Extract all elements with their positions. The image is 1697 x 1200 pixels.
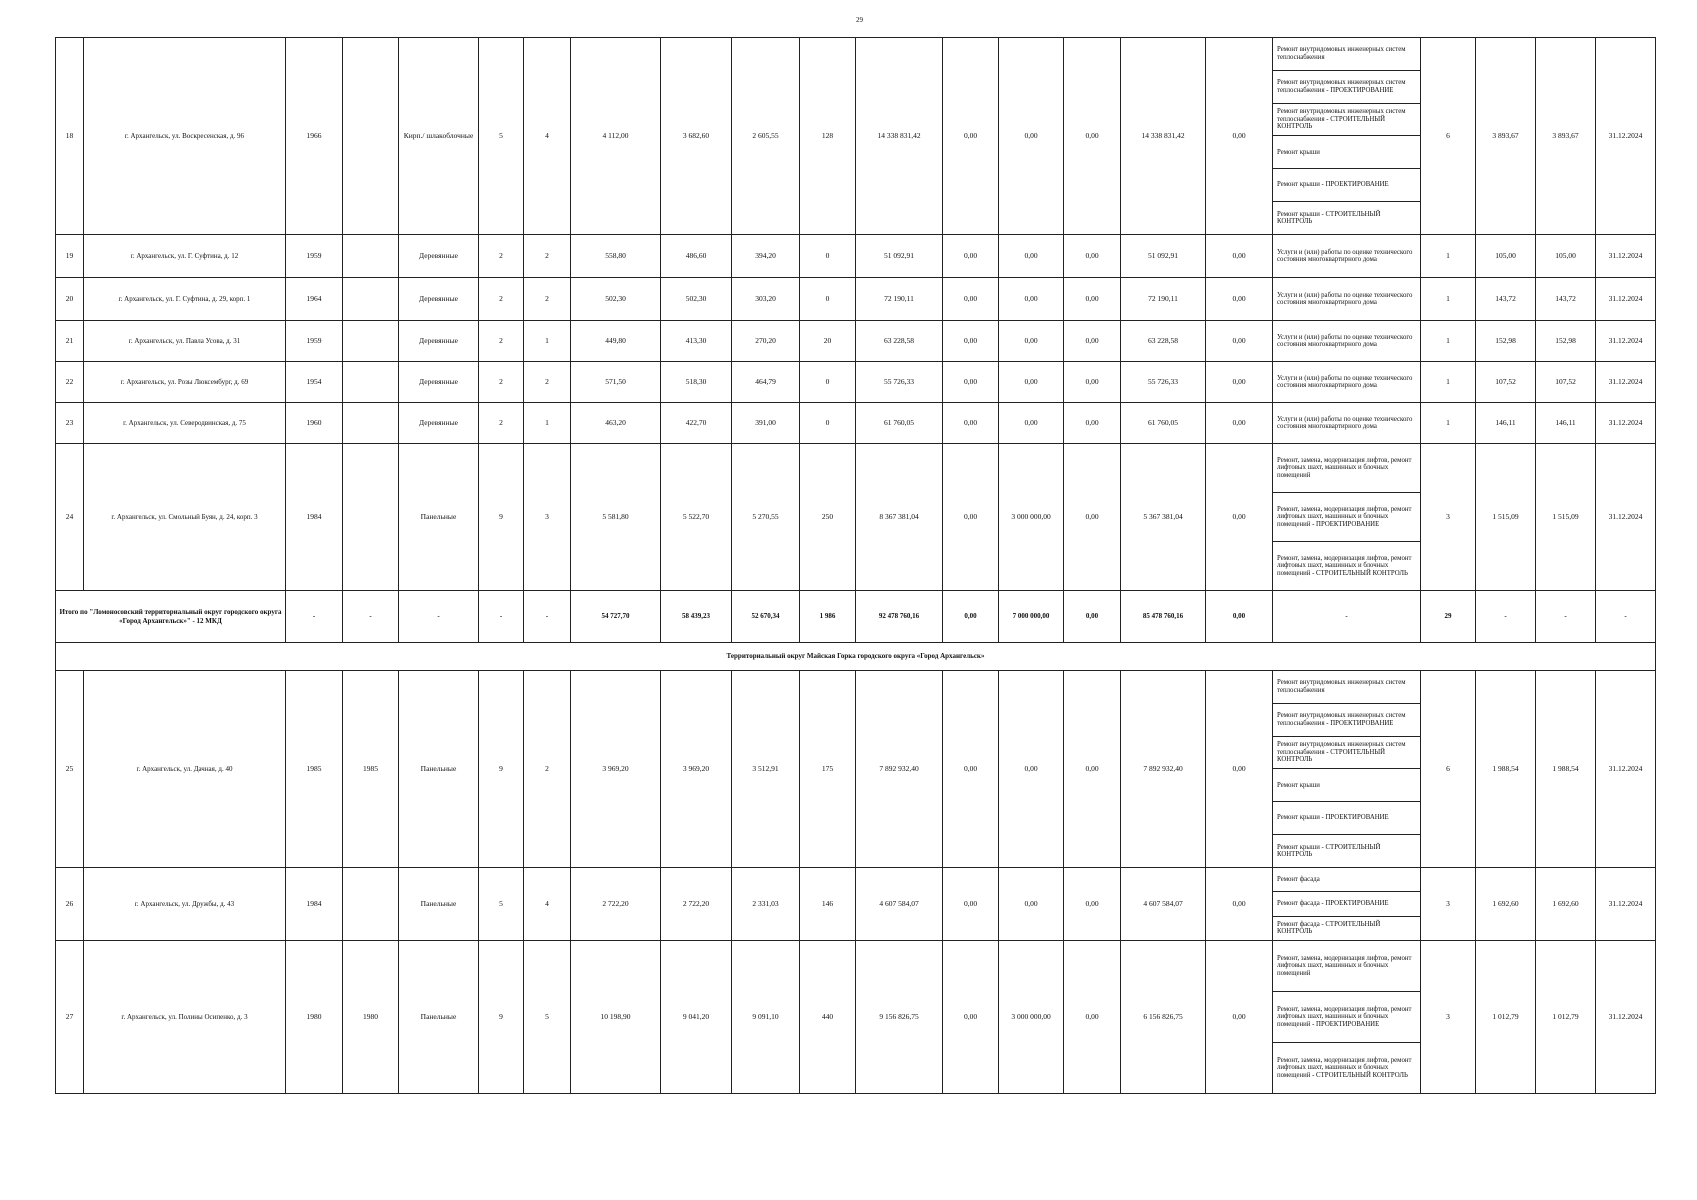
- work-item: Ремонт, замена, модернизация лифтов, ремонт лифтовых шахт, машинных и блочных помещений: [1273, 444, 1420, 493]
- fund-regional: 0,00: [999, 403, 1064, 444]
- work-item: Ремонт крыши - ПРОЕКТИРОВАНИЕ: [1273, 169, 1420, 202]
- total-dash: -: [343, 591, 399, 643]
- repair-cost: 51 092,91: [856, 235, 943, 278]
- work-item: Ремонт крыши - ПРОЕКТИРОВАНИЕ: [1273, 802, 1420, 835]
- works-count: 3: [1421, 444, 1476, 591]
- address: г. Архангельск, ул. Павла Усова, д. 31: [84, 321, 286, 362]
- total-dash: -: [1596, 591, 1656, 643]
- address: г. Архангельск, ул. Г. Суфтина, д. 12: [84, 235, 286, 278]
- table-row: [56, 235, 1656, 278]
- address: г. Архангельск, ул. Северодвинская, д. 75: [84, 403, 286, 444]
- residential-area: 394,20: [732, 235, 800, 278]
- table-row: [56, 444, 1656, 591]
- fund-federal: 0,00: [943, 38, 999, 235]
- wall-material: Кирп./ шлакоблочные: [399, 38, 479, 235]
- fund-owners: 7 892 932,40: [1121, 671, 1206, 868]
- total-area: 571,50: [571, 362, 661, 403]
- entrances-count: 2: [524, 235, 571, 278]
- deadline-date: 31.12.2024: [1596, 38, 1656, 235]
- residents-count: 0: [800, 235, 856, 278]
- repair-cost: 55 726,33: [856, 362, 943, 403]
- deadline-date: 31.12.2024: [1596, 444, 1656, 591]
- works-count: 3: [1421, 868, 1476, 941]
- works-count: 6: [1421, 38, 1476, 235]
- residents-count: 146: [800, 868, 856, 941]
- work-item: Ремонт фасада: [1273, 868, 1420, 892]
- deadline-date: 31.12.2024: [1596, 362, 1656, 403]
- fund-owners: 51 092,91: [1121, 235, 1206, 278]
- table-row: [56, 278, 1656, 321]
- fund-owners: 63 228,58: [1121, 321, 1206, 362]
- max-unit-cost: 1 692,60: [1536, 868, 1596, 941]
- residential-area: 391,00: [732, 403, 800, 444]
- work-item: Ремонт, замена, модернизация лифтов, ремонт лифтовых шахт, машинных и блочных помещений - ПРОЕКТИРОВАНИЕ: [1273, 992, 1420, 1043]
- total-area: 502,30: [571, 278, 661, 321]
- unit-cost: 1 515,09: [1476, 444, 1536, 591]
- capital-repair-table: [55, 37, 1656, 1094]
- reconstruction-year: 1980: [343, 941, 399, 1094]
- build-year: 1980: [286, 941, 343, 1094]
- reconstruction-year: [343, 403, 399, 444]
- fund-municipal: 0,00: [1064, 362, 1121, 403]
- residents-count: 175: [800, 671, 856, 868]
- works-count: 6: [1421, 671, 1476, 868]
- fund-owners: 72 190,11: [1121, 278, 1206, 321]
- wall-material: Деревянные: [399, 235, 479, 278]
- max-unit-cost: 1 515,09: [1536, 444, 1596, 591]
- address: г. Архангельск, ул. Г. Суфтина, д. 29, корп. 1: [84, 278, 286, 321]
- fund-regional: 0,00: [999, 868, 1064, 941]
- max-unit-cost: 1 988,54: [1536, 671, 1596, 868]
- table-row: [56, 941, 1656, 1094]
- fund-municipal: 0,00: [1064, 235, 1121, 278]
- work-item: Ремонт, замена, модернизация лифтов, ремонт лифтовых шахт, машинных и блочных помещений - СТРОИТЕЛЬНЫЙ КОНТРОЛЬ: [1277, 1056, 1412, 1079]
- total-area: 5 581,80: [571, 444, 661, 591]
- total-dash: -: [1536, 591, 1596, 643]
- fund-federal: 0,00: [943, 321, 999, 362]
- repair-cost: 63 228,58: [856, 321, 943, 362]
- row-number: 21: [56, 321, 84, 362]
- total-fund-2: 7 000 000,00: [999, 591, 1064, 643]
- fund-other: 0,00: [1206, 868, 1273, 941]
- fund-owners: 14 338 831,42: [1121, 38, 1206, 235]
- fund-other: 0,00: [1206, 403, 1273, 444]
- total-area-residential: 52 670,34: [732, 591, 800, 643]
- entrances-count: 2: [524, 362, 571, 403]
- fund-owners: 4 607 584,07: [1121, 868, 1206, 941]
- floors-count: 2: [479, 278, 524, 321]
- works-list: [1273, 278, 1421, 321]
- residents-count: 20: [800, 321, 856, 362]
- total-fund-3: 0,00: [1064, 591, 1121, 643]
- work-item: Ремонт внутридомовых инженерных систем теплоснабжения - СТРОИТЕЛЬНЫЙ КОНТРОЛЬ: [1273, 104, 1420, 137]
- row-number: 25: [56, 671, 84, 868]
- works-count: 1: [1421, 321, 1476, 362]
- floors-count: 2: [479, 235, 524, 278]
- works-list-items: [1273, 671, 1420, 867]
- floors-count: 2: [479, 321, 524, 362]
- works-list: [1273, 403, 1421, 444]
- deadline-date: 31.12.2024: [1596, 278, 1656, 321]
- work-item: Ремонт внутридомовых инженерных систем теплоснабжения - ПРОЕКТИРОВАНИЕ: [1273, 704, 1420, 737]
- reconstruction-year: [343, 362, 399, 403]
- work-item: Ремонт, замена, модернизация лифтов, ремонт лифтовых шахт, машинных и блочных помещений - СТРОИТЕЛЬНЫЙ КОНТРОЛЬ: [1277, 554, 1412, 577]
- unit-cost: 3 893,67: [1476, 38, 1536, 235]
- floors-count: 5: [479, 38, 524, 235]
- total-area: 463,20: [571, 403, 661, 444]
- work-item: Услуги и (или) работы по оценке технического состояния многоквартирного дома: [1277, 415, 1413, 430]
- fund-municipal: 0,00: [1064, 671, 1121, 868]
- unit-cost: 107,52: [1476, 362, 1536, 403]
- total-dash: -: [1476, 591, 1536, 643]
- total-dash: -: [1273, 591, 1421, 643]
- total-area: 10 198,90: [571, 941, 661, 1094]
- work-item: Услуги и (или) работы по оценке технического состояния многоквартирного дома: [1277, 291, 1413, 306]
- work-item: Услуги и (или) работы по оценке технического состояния многоквартирного дома: [1277, 333, 1413, 348]
- floors-count: 9: [479, 941, 524, 1094]
- works-count: 1: [1421, 235, 1476, 278]
- living-area: 518,30: [661, 362, 732, 403]
- reconstruction-year: [343, 278, 399, 321]
- unit-cost: 152,98: [1476, 321, 1536, 362]
- wall-material: Деревянные: [399, 321, 479, 362]
- residential-area: 2 331,03: [732, 868, 800, 941]
- table-row: [56, 403, 1656, 444]
- works-count: 1: [1421, 403, 1476, 444]
- row-number: 24: [56, 444, 84, 591]
- work-item: Ремонт крыши - СТРОИТЕЛЬНЫЙ КОНТРОЛЬ: [1277, 210, 1381, 226]
- max-unit-cost: 3 893,67: [1536, 38, 1596, 235]
- residents-count: 128: [800, 38, 856, 235]
- works-list-items: [1273, 941, 1420, 1093]
- work-item: Ремонт внутридомовых инженерных систем теплоснабжения - ПРОЕКТИРОВАНИЕ: [1273, 71, 1420, 104]
- fund-other: 0,00: [1206, 362, 1273, 403]
- wall-material: Панельные: [399, 868, 479, 941]
- residential-area: 3 512,91: [732, 671, 800, 868]
- entrances-count: 4: [524, 38, 571, 235]
- fund-other: 0,00: [1206, 38, 1273, 235]
- fund-federal: 0,00: [943, 671, 999, 868]
- table-row: [56, 671, 1656, 868]
- wall-material: Панельные: [399, 444, 479, 591]
- fund-regional: 0,00: [999, 38, 1064, 235]
- works-list: [1273, 941, 1421, 1094]
- fund-owners: 61 760,05: [1121, 403, 1206, 444]
- residential-area: 5 270,55: [732, 444, 800, 591]
- fund-regional: 0,00: [999, 671, 1064, 868]
- section-title: Территориальный округ Майская Горка городского округа «Город Архангельск»: [56, 643, 1656, 671]
- entrances-count: 2: [524, 278, 571, 321]
- build-year: 1984: [286, 444, 343, 591]
- residents-count: 0: [800, 278, 856, 321]
- works-list-items: [1273, 362, 1420, 402]
- total-dash: -: [524, 591, 571, 643]
- fund-municipal: 0,00: [1064, 321, 1121, 362]
- build-year: 1964: [286, 278, 343, 321]
- deadline-date: 31.12.2024: [1596, 868, 1656, 941]
- wall-material: Деревянные: [399, 278, 479, 321]
- unit-cost: 146,11: [1476, 403, 1536, 444]
- build-year: 1985: [286, 671, 343, 868]
- repair-cost: 14 338 831,42: [856, 38, 943, 235]
- work-item: Ремонт крыши - СТРОИТЕЛЬНЫЙ КОНТРОЛЬ: [1277, 843, 1381, 859]
- fund-federal: 0,00: [943, 868, 999, 941]
- fund-federal: 0,00: [943, 403, 999, 444]
- total-area: 4 112,00: [571, 38, 661, 235]
- fund-regional: 0,00: [999, 235, 1064, 278]
- repair-cost: 8 367 381,04: [856, 444, 943, 591]
- living-area: 3 682,60: [661, 38, 732, 235]
- fund-other: 0,00: [1206, 235, 1273, 278]
- residential-area: 303,20: [732, 278, 800, 321]
- total-count: 29: [1421, 591, 1476, 643]
- total-fund-4: 85 478 760,16: [1121, 591, 1206, 643]
- entrances-count: 5: [524, 941, 571, 1094]
- floors-count: 2: [479, 362, 524, 403]
- fund-federal: 0,00: [943, 362, 999, 403]
- works-list: [1273, 671, 1421, 868]
- unit-cost: 1 692,60: [1476, 868, 1536, 941]
- fund-municipal: 0,00: [1064, 278, 1121, 321]
- work-item: Ремонт крыши: [1273, 769, 1420, 802]
- reconstruction-year: [343, 868, 399, 941]
- fund-owners: 55 726,33: [1121, 362, 1206, 403]
- table-row: [56, 38, 1656, 235]
- fund-federal: 0,00: [943, 278, 999, 321]
- total-row: [56, 591, 1656, 643]
- fund-owners: 6 156 826,75: [1121, 941, 1206, 1094]
- fund-municipal: 0,00: [1064, 38, 1121, 235]
- residential-area: 2 605,55: [732, 38, 800, 235]
- build-year: 1960: [286, 403, 343, 444]
- repair-cost: 9 156 826,75: [856, 941, 943, 1094]
- work-item: Услуги и (или) работы по оценке технического состояния многоквартирного дома: [1277, 248, 1413, 263]
- total-area: 449,80: [571, 321, 661, 362]
- works-list: [1273, 362, 1421, 403]
- total-dash: -: [479, 591, 524, 643]
- total-area: 2 722,20: [571, 868, 661, 941]
- total-area-living: 58 439,23: [661, 591, 732, 643]
- floors-count: 2: [479, 403, 524, 444]
- fund-federal: 0,00: [943, 444, 999, 591]
- works-list: [1273, 38, 1421, 235]
- works-list-items: [1273, 403, 1420, 443]
- living-area: 9 041,20: [661, 941, 732, 1094]
- build-year: 1984: [286, 868, 343, 941]
- living-area: 2 722,20: [661, 868, 732, 941]
- build-year: 1966: [286, 38, 343, 235]
- works-list-items: [1273, 321, 1420, 361]
- work-item: Ремонт внутридомовых инженерных систем теплоснабжения: [1273, 671, 1420, 704]
- unit-cost: 1 012,79: [1476, 941, 1536, 1094]
- table-row: [56, 321, 1656, 362]
- residents-count: 250: [800, 444, 856, 591]
- residential-area: 9 091,10: [732, 941, 800, 1094]
- unit-cost: 105,00: [1476, 235, 1536, 278]
- total-dash: -: [286, 591, 343, 643]
- work-item: Ремонт крыши: [1273, 136, 1420, 169]
- total-area: 3 969,20: [571, 671, 661, 868]
- work-item: Ремонт внутридомовых инженерных систем теплоснабжения: [1273, 38, 1420, 71]
- max-unit-cost: 105,00: [1536, 235, 1596, 278]
- fund-regional: 0,00: [999, 362, 1064, 403]
- build-year: 1959: [286, 235, 343, 278]
- row-number: 23: [56, 403, 84, 444]
- floors-count: 5: [479, 868, 524, 941]
- works-list-items: [1273, 235, 1420, 277]
- row-number: 22: [56, 362, 84, 403]
- works-list: [1273, 868, 1421, 941]
- residents-count: 0: [800, 362, 856, 403]
- fund-municipal: 0,00: [1064, 941, 1121, 1094]
- fund-other: 0,00: [1206, 444, 1273, 591]
- reconstruction-year: [343, 444, 399, 591]
- works-list-items: [1273, 868, 1420, 940]
- work-item: Ремонт фасада - ПРОЕКТИРОВАНИЕ: [1273, 892, 1420, 916]
- address: г. Архангельск, ул. Смольный Буян, д. 24, корп. 3: [84, 444, 286, 591]
- row-number: 19: [56, 235, 84, 278]
- wall-material: Панельные: [399, 941, 479, 1094]
- address: г. Архангельск, ул. Полины Осипенко, д. 3: [84, 941, 286, 1094]
- living-area: 486,60: [661, 235, 732, 278]
- max-unit-cost: 1 012,79: [1536, 941, 1596, 1094]
- total-area: 558,80: [571, 235, 661, 278]
- fund-municipal: 0,00: [1064, 444, 1121, 591]
- total-people: 1 986: [800, 591, 856, 643]
- deadline-date: 31.12.2024: [1596, 321, 1656, 362]
- total-label: Итого по "Ломоносовский территориальный округ городского округа «Город Архангельск»" - 12 МКД: [56, 591, 286, 643]
- address: г. Архангельск, ул. Дачная, д. 40: [84, 671, 286, 868]
- address: г. Архангельск, ул. Дружбы, д. 43: [84, 868, 286, 941]
- work-item: Услуги и (или) работы по оценке технического состояния многоквартирного дома: [1277, 374, 1413, 389]
- fund-federal: 0,00: [943, 235, 999, 278]
- row-number: 20: [56, 278, 84, 321]
- works-count: 1: [1421, 362, 1476, 403]
- fund-other: 0,00: [1206, 278, 1273, 321]
- fund-regional: 3 000 000,00: [999, 444, 1064, 591]
- repair-cost: 61 760,05: [856, 403, 943, 444]
- entrances-count: 1: [524, 403, 571, 444]
- reconstruction-year: [343, 235, 399, 278]
- build-year: 1959: [286, 321, 343, 362]
- works-list: [1273, 321, 1421, 362]
- works-list-items: [1273, 38, 1420, 234]
- works-count: 1: [1421, 278, 1476, 321]
- build-year: 1954: [286, 362, 343, 403]
- fund-regional: 0,00: [999, 321, 1064, 362]
- wall-material: Панельные: [399, 671, 479, 868]
- fund-federal: 0,00: [943, 941, 999, 1094]
- deadline-date: 31.12.2024: [1596, 671, 1656, 868]
- table-row: [56, 868, 1656, 941]
- deadline-date: 31.12.2024: [1596, 403, 1656, 444]
- repair-cost: 7 892 932,40: [856, 671, 943, 868]
- floors-count: 9: [479, 444, 524, 591]
- reconstruction-year: [343, 38, 399, 235]
- deadline-date: 31.12.2024: [1596, 941, 1656, 1094]
- works-list-items: [1273, 278, 1420, 320]
- living-area: 413,30: [661, 321, 732, 362]
- unit-cost: 143,72: [1476, 278, 1536, 321]
- repair-cost: 4 607 584,07: [856, 868, 943, 941]
- residents-count: 440: [800, 941, 856, 1094]
- residential-area: 270,20: [732, 321, 800, 362]
- total-cost: 92 478 760,16: [856, 591, 943, 643]
- total-area: 54 727,70: [571, 591, 661, 643]
- floors-count: 9: [479, 671, 524, 868]
- fund-regional: 3 000 000,00: [999, 941, 1064, 1094]
- entrances-count: 3: [524, 444, 571, 591]
- fund-municipal: 0,00: [1064, 868, 1121, 941]
- total-fund-1: 0,00: [943, 591, 999, 643]
- living-area: 422,70: [661, 403, 732, 444]
- work-item: Ремонт, замена, модернизация лифтов, ремонт лифтовых шахт, машинных и блочных помещений - ПРОЕКТИРОВАНИЕ: [1273, 493, 1420, 542]
- work-item: Ремонт фасада - СТРОИТЕЛЬНЫЙ КОНТРОЛЬ: [1277, 920, 1381, 936]
- deadline-date: 31.12.2024: [1596, 235, 1656, 278]
- fund-municipal: 0,00: [1064, 403, 1121, 444]
- living-area: 3 969,20: [661, 671, 732, 868]
- fund-other: 0,00: [1206, 941, 1273, 1094]
- residential-area: 464,79: [732, 362, 800, 403]
- max-unit-cost: 143,72: [1536, 278, 1596, 321]
- address: г. Архангельск, ул. Розы Люксембург, д. 69: [84, 362, 286, 403]
- max-unit-cost: 146,11: [1536, 403, 1596, 444]
- works-list-items: [1273, 444, 1420, 590]
- entrances-count: 1: [524, 321, 571, 362]
- row-number: 18: [56, 38, 84, 235]
- entrances-count: 4: [524, 868, 571, 941]
- works-list: [1273, 444, 1421, 591]
- reconstruction-year: [343, 321, 399, 362]
- living-area: 502,30: [661, 278, 732, 321]
- unit-cost: 1 988,54: [1476, 671, 1536, 868]
- fund-other: 0,00: [1206, 671, 1273, 868]
- fund-regional: 0,00: [999, 278, 1064, 321]
- max-unit-cost: 152,98: [1536, 321, 1596, 362]
- wall-material: Деревянные: [399, 403, 479, 444]
- row-number: 27: [56, 941, 84, 1094]
- address: г. Архангельск, ул. Воскресенская, д. 96: [84, 38, 286, 235]
- table-row: [56, 362, 1656, 403]
- wall-material: Деревянные: [399, 362, 479, 403]
- reconstruction-year: 1985: [343, 671, 399, 868]
- work-item: Ремонт внутридомовых инженерных систем теплоснабжения - СТРОИТЕЛЬНЫЙ КОНТРОЛЬ: [1273, 737, 1420, 770]
- entrances-count: 2: [524, 671, 571, 868]
- works-list: [1273, 235, 1421, 278]
- section-header-row: [56, 643, 1656, 671]
- fund-other: 0,00: [1206, 321, 1273, 362]
- page-number: 29: [856, 16, 863, 24]
- works-count: 3: [1421, 941, 1476, 1094]
- living-area: 5 522,70: [661, 444, 732, 591]
- repair-cost: 72 190,11: [856, 278, 943, 321]
- max-unit-cost: 107,52: [1536, 362, 1596, 403]
- row-number: 26: [56, 868, 84, 941]
- total-fund-5: 0,00: [1206, 591, 1273, 643]
- work-item: Ремонт, замена, модернизация лифтов, ремонт лифтовых шахт, машинных и блочных помещений: [1273, 941, 1420, 992]
- total-dash: -: [399, 591, 479, 643]
- fund-owners: 5 367 381,04: [1121, 444, 1206, 591]
- residents-count: 0: [800, 403, 856, 444]
